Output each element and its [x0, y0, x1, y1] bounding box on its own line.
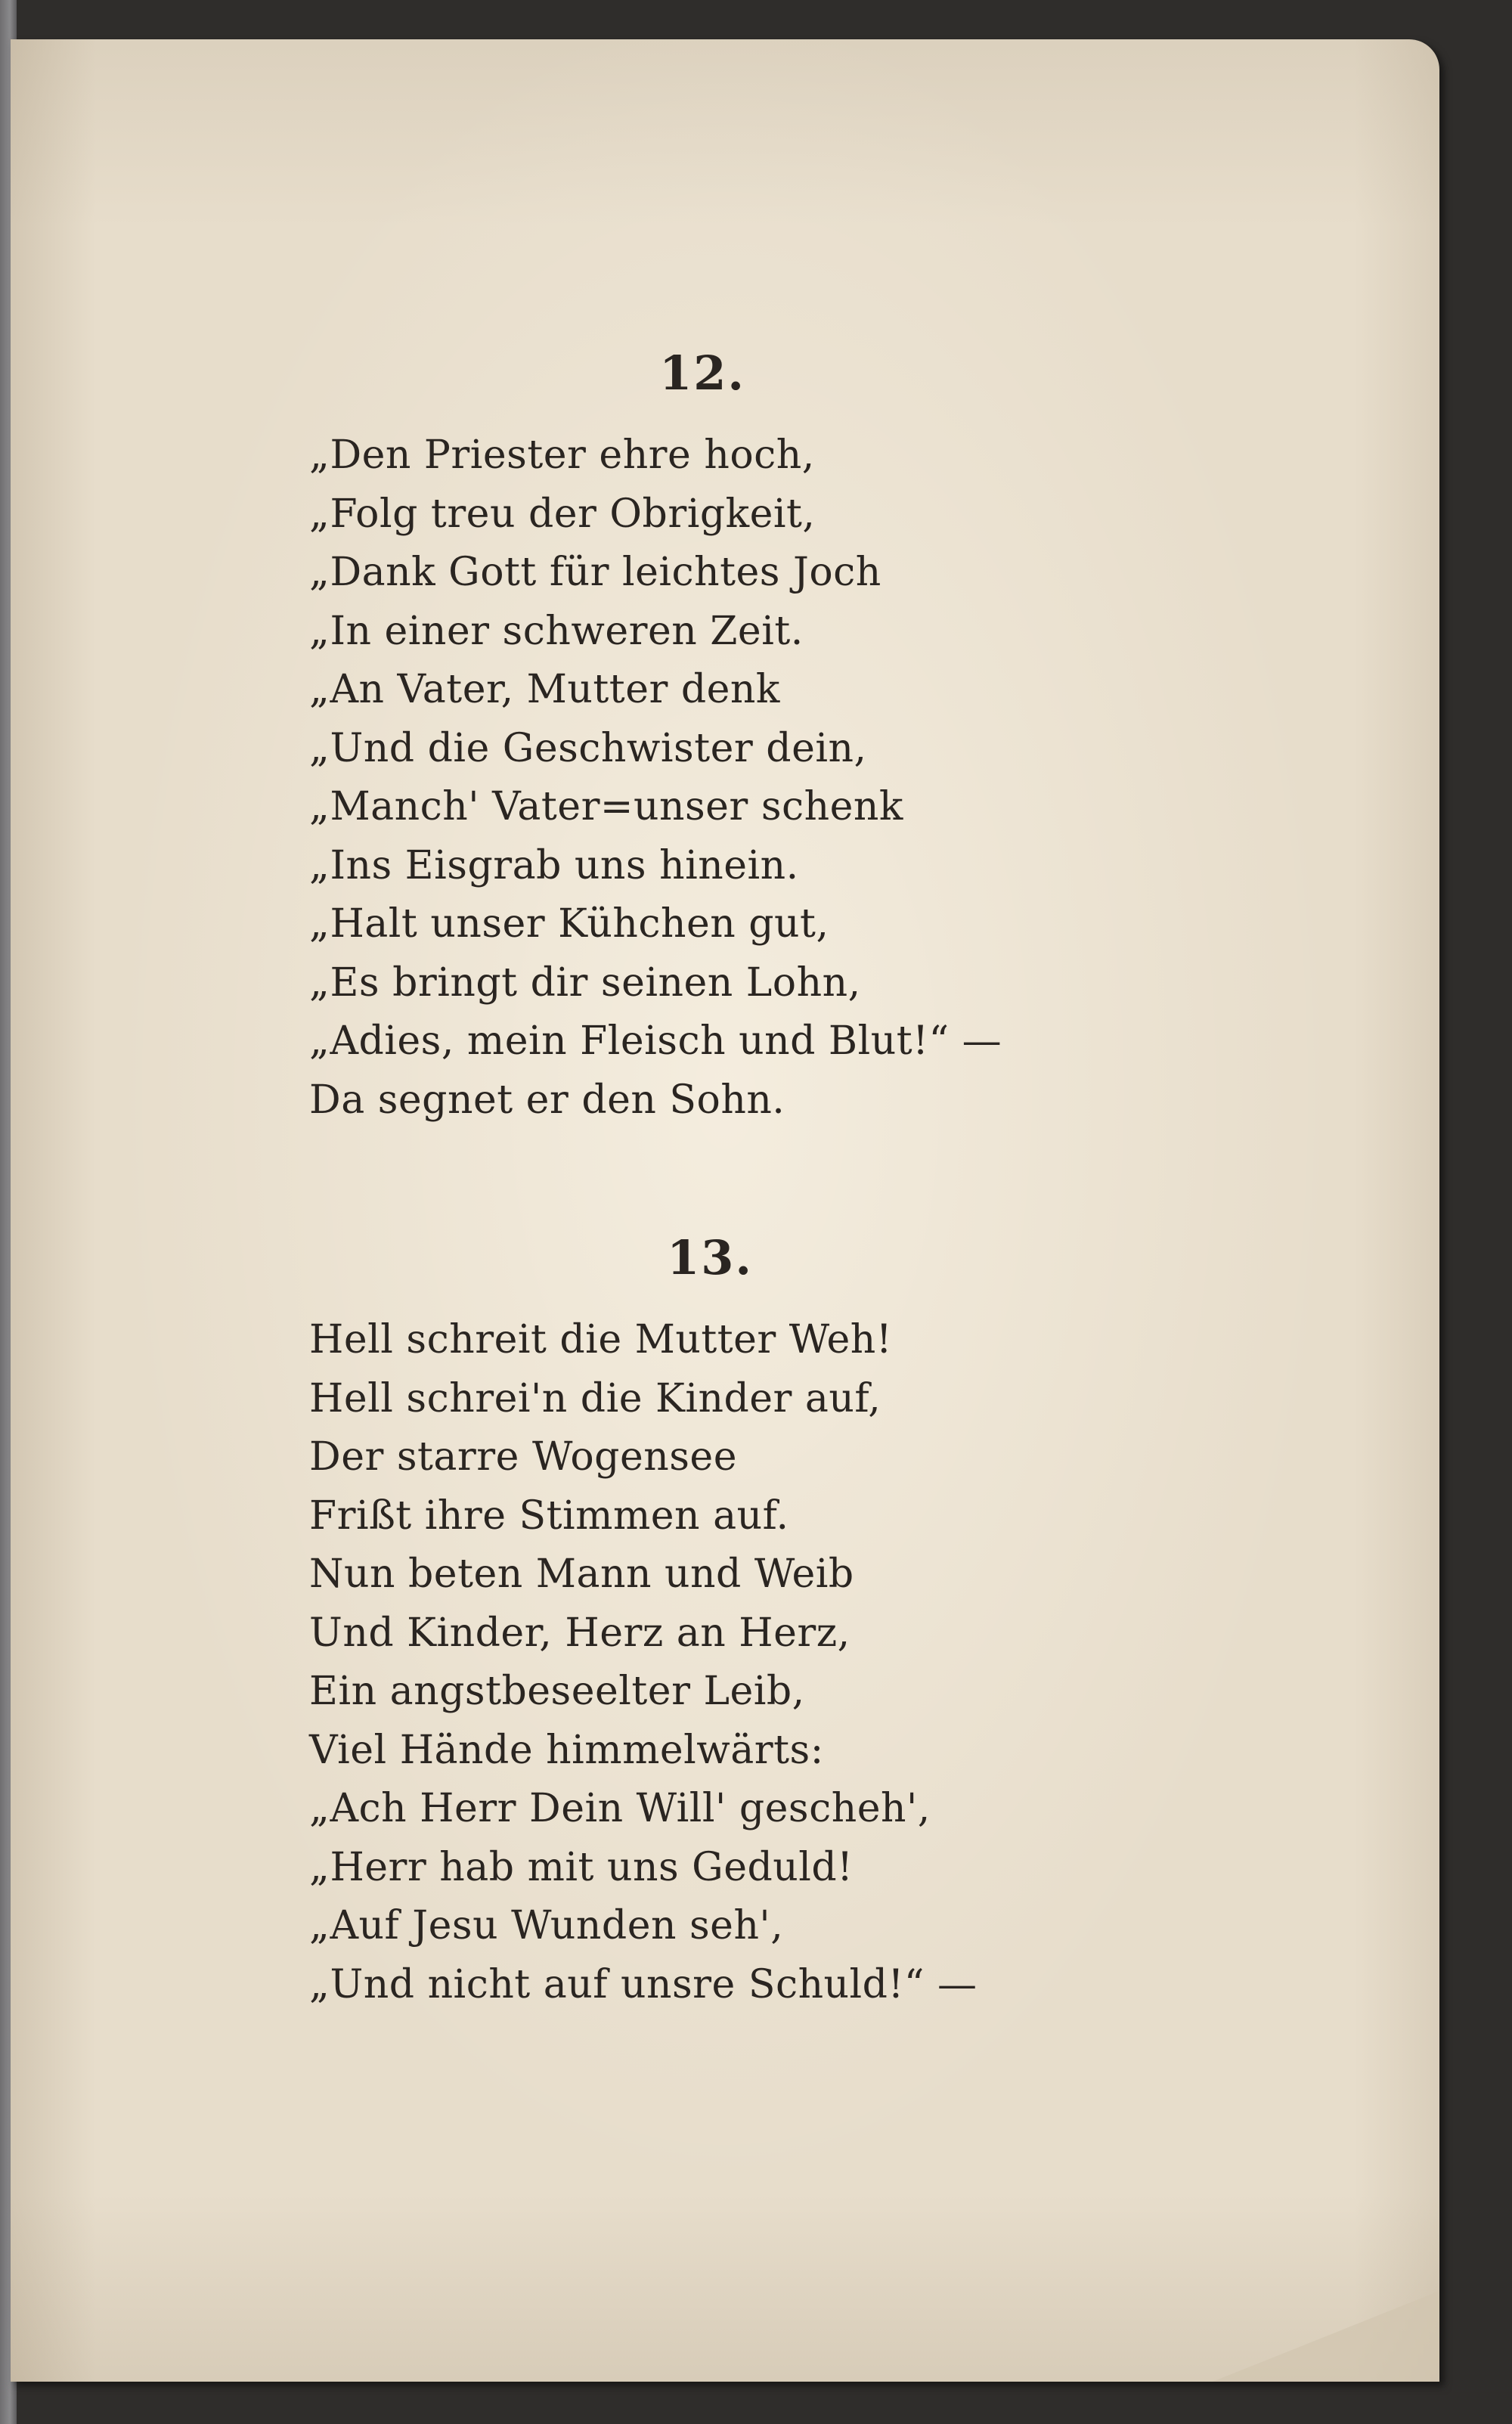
verse-line: „Halt unser Kühchen gut,	[309, 901, 829, 947]
verse-line: „Ins Eisgrab uns hinein.	[309, 842, 799, 888]
verse-line: Hell schrei'n die Kinder auf,	[309, 1375, 881, 1421]
verse-line: „Ach Herr Dein Will' gescheh',	[309, 1786, 931, 1831]
verse-line: „Auf Jesu Wunden seh',	[309, 1903, 784, 1948]
verse-line: Der starre Wogensee	[309, 1434, 737, 1480]
verse-line: „Den Priester ehre hoch,	[309, 432, 815, 478]
verse-line: „Es bringt dir seinen Lohn,	[309, 959, 861, 1006]
verse-line: „Folg treu der Obrigkeit,	[309, 491, 816, 537]
verse-line: Nun beten Mann und Weib	[309, 1551, 854, 1597]
verse-line: „Und die Geschwister dein,	[309, 725, 867, 771]
poem-text	[11, 39, 1439, 2382]
verse-line: „Und nicht auf unsre Schuld!“ —	[309, 1961, 978, 2007]
verse-line: Viel Hände himmelwärts:	[309, 1727, 824, 1773]
verse-line: „Dank Gott für leichtes Joch	[309, 550, 881, 595]
stanza-12	[309, 426, 1002, 1130]
section-number-12: 12.	[659, 346, 745, 401]
verse-line: Hell schreit die Mutter Weh!	[309, 1317, 893, 1362]
verse-line: „Herr hab mit uns Geduld!	[309, 1844, 854, 1890]
verse-line: „In einer schweren Zeit.	[309, 608, 804, 654]
verse-line: „Manch' Vater=unser schenk	[309, 784, 903, 829]
verse-line: Da segnet er den Sohn.	[309, 1077, 785, 1123]
verse-line: Ein angstbeseelter Leib,	[309, 1669, 805, 1714]
verse-line: „An Vater, Mutter denk	[309, 667, 780, 712]
verse-line: Frißt ihre Stimmen auf.	[309, 1493, 789, 1539]
stanza-13	[309, 1311, 977, 2014]
verse-line: „Adies, mein Fleisch und Blut!“ —	[309, 1018, 1002, 1064]
paper-page	[11, 39, 1439, 2382]
verse-line: Und Kinder, Herz an Herz,	[309, 1610, 850, 1656]
section-number-13: 13.	[667, 1230, 753, 1285]
